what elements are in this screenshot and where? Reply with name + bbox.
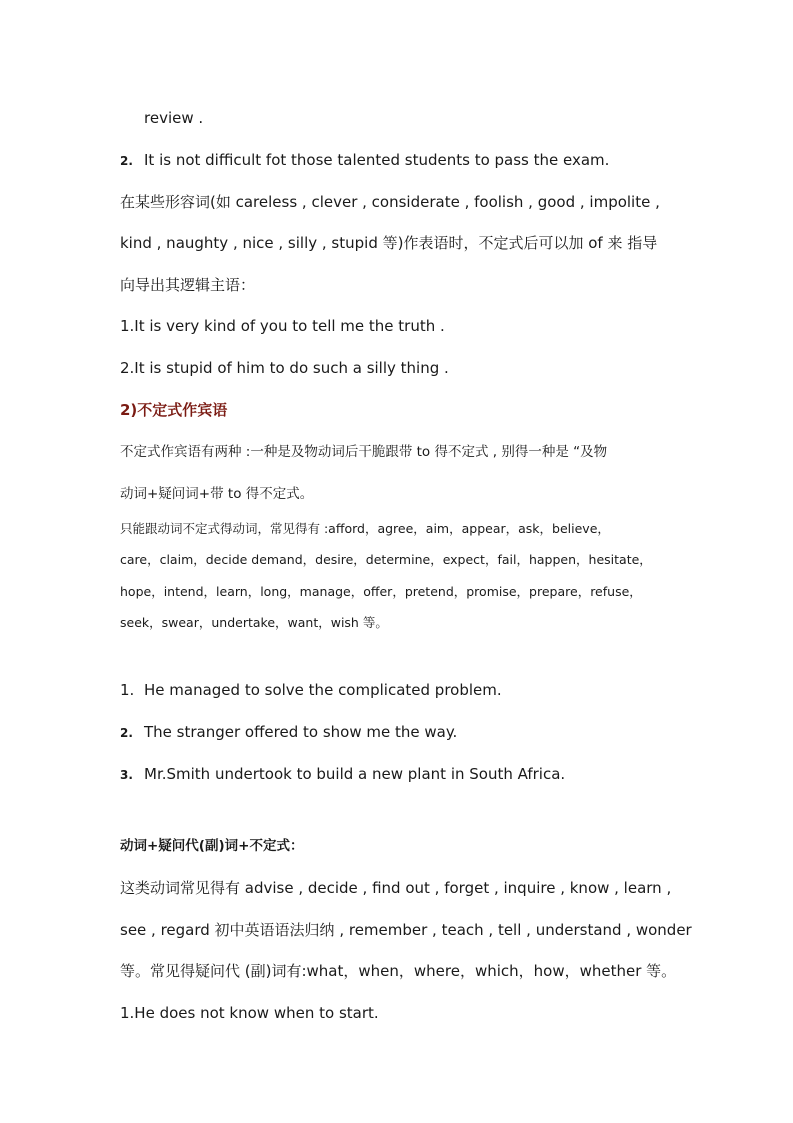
text: He managed to solve the complicated problem. [144, 681, 502, 699]
text: 只能跟动词不定式得动词，常见得有 :afford，agree，aim，appear，ask，believe， [120, 521, 610, 536]
verb-list-line [120, 582, 642, 602]
text: 1.It is very kind of you to tell me the truth . [120, 317, 445, 335]
paragraph-line [120, 920, 692, 940]
text-line-review [144, 108, 203, 128]
example-line [120, 358, 449, 378]
text: seek，swear，undertake，want，wish 等。 [120, 615, 388, 630]
example-line-3 [120, 764, 565, 785]
text: The stranger offered to show me the way. [144, 723, 458, 741]
paragraph-line [120, 192, 660, 212]
paragraph-line [120, 961, 676, 981]
list-number: 1. [120, 681, 135, 699]
subheading [120, 836, 303, 856]
text: kind , naughty , nice , silly , stupid 等)作表语时，不定式后可以加 of 来 指导 [120, 234, 658, 252]
text: 在某些形容词(如 careless , clever , considerate , foolish , good , impolite , [120, 193, 660, 211]
heading-number: 2) [120, 401, 138, 419]
heading-text: 不定式作宾语 [137, 401, 228, 419]
text: 等。常见得疑问代 (副)词有:what，when，where，which，how，whether 等。 [120, 962, 677, 980]
example-line-2 [120, 150, 609, 171]
text: 动词+疑问代(副)词+不定式： [120, 838, 304, 854]
list-number: 3. [120, 768, 133, 782]
text: 向导出其逻辑主语： [120, 276, 256, 294]
text: see , regard 初中英语语法归纳 , remember , teach , tell , understand , wonder [120, 921, 692, 939]
list-number: 2. [120, 154, 133, 168]
paragraph-line [120, 275, 255, 295]
verb-list-line [120, 519, 610, 539]
paragraph-line [120, 442, 607, 462]
text: review . [144, 109, 204, 127]
paragraph-line [120, 878, 671, 898]
example-line-1 [120, 680, 502, 700]
verb-list-line [120, 550, 652, 570]
list-number: 2. [120, 726, 133, 740]
text: 不定式作宾语有两种 :一种是及物动词后干脆跟带 to 得不定式 , 别得一种是 “及物 [120, 444, 608, 460]
paragraph-line [120, 484, 313, 504]
example-line-2 [120, 722, 457, 743]
verb-list-line [120, 613, 388, 633]
text: 这类动词常见得有 advise , decide , find out , forget , inquire , know , learn , [120, 879, 672, 897]
text: Mr.Smith undertook to build a new plant in South Africa. [144, 765, 566, 783]
example-line [120, 316, 445, 336]
text: 1.He does not know when to start. [120, 1004, 379, 1022]
text: 2.It is stupid of him to do such a silly thing . [120, 359, 449, 377]
example-line [120, 1003, 379, 1023]
text: care，claim，decide demand，desire，determine，expect，fail，happen，hesitate， [120, 552, 652, 567]
text: hope，intend，learn，long，manage，offer，pretend，promise，prepare，refuse， [120, 584, 642, 599]
paragraph-line [120, 233, 657, 253]
section-heading [120, 400, 227, 420]
text: 动词+疑问词+带 to 得不定式。 [120, 486, 314, 502]
text: It is not difficult fot those talented students to pass the exam. [144, 151, 610, 169]
